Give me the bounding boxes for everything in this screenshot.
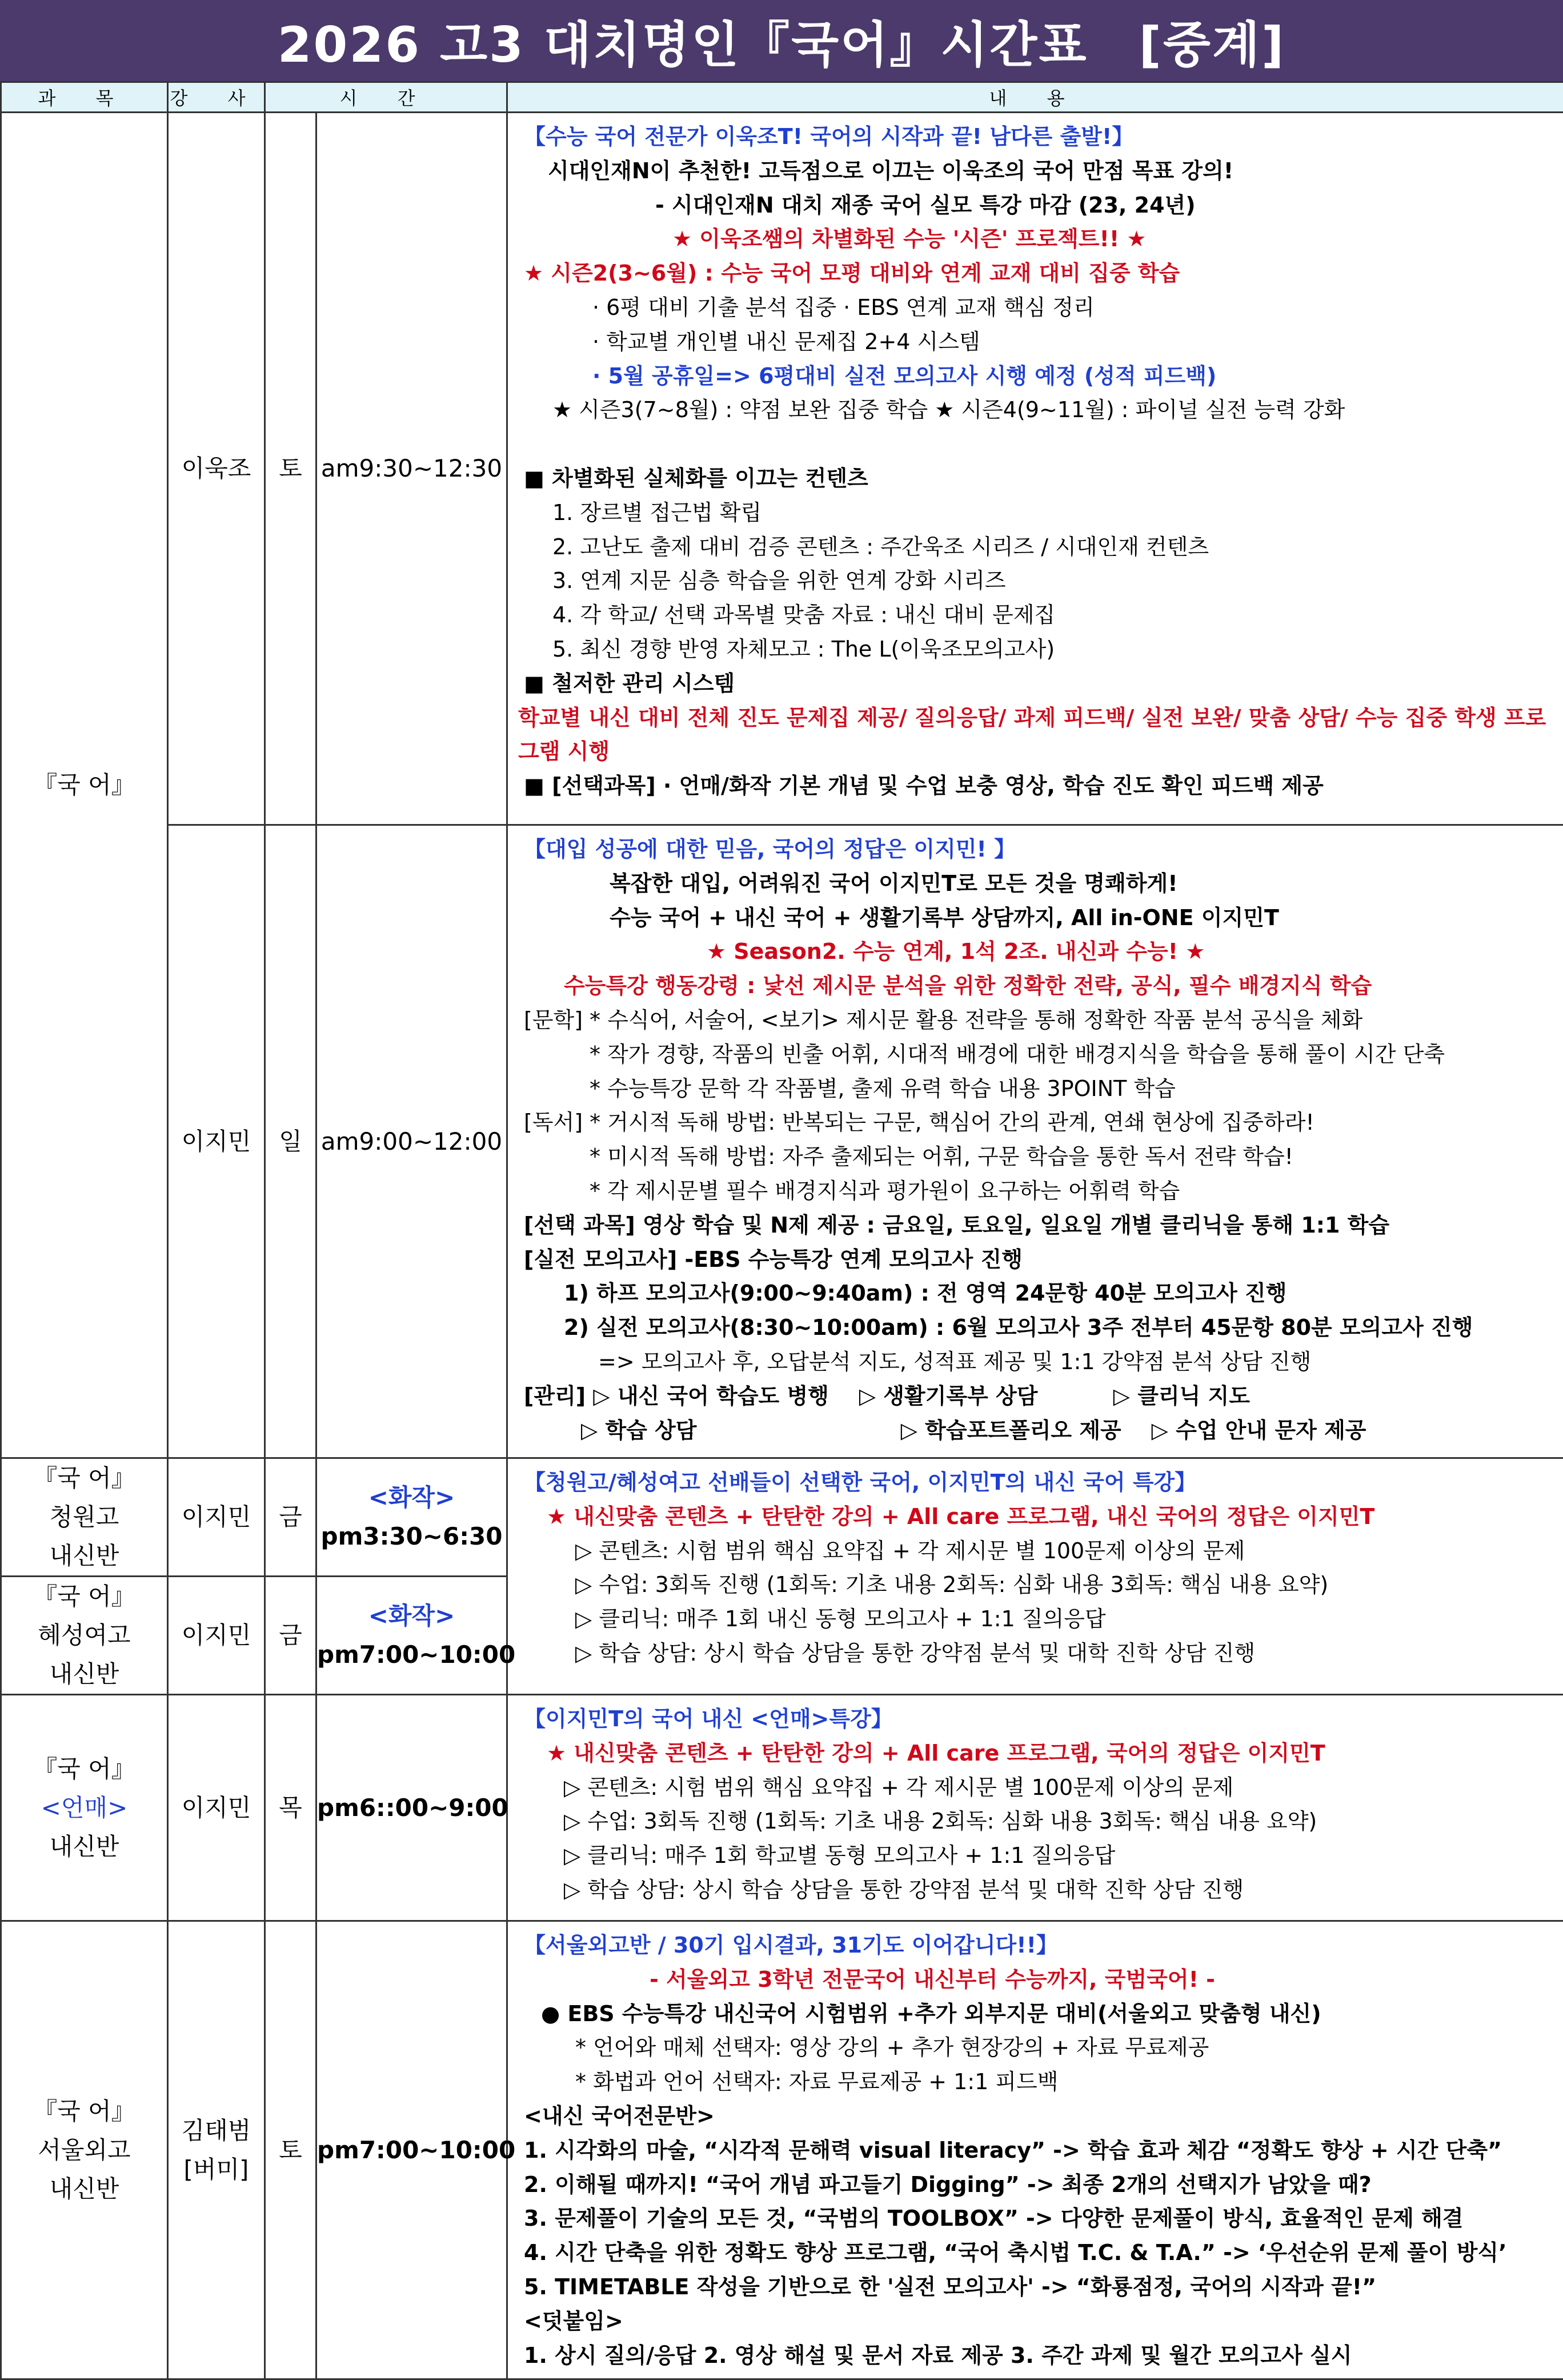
header-time: 시 간	[265, 82, 507, 113]
content-line: 2. 고난도 출제 대비 검증 콘텐츠 : 주간욱조 시리즈 / 시대인재 컨텐츠	[518, 530, 1553, 565]
table-row	[1, 113, 1563, 825]
teacher-cell: 이욱조	[168, 113, 265, 825]
content-line: 수능특강 행동강령 : 낯선 제시문 분석을 위한 정확한 전략, 공식, 필수 배경지식 학습	[518, 969, 1553, 1003]
subject-cell: 『국 어』 혜성여고 내신반	[1, 1577, 168, 1695]
content-line: [실전 모의고사] -EBS 수능특강 연계 모의고사 진행	[518, 1243, 1553, 1277]
time-value: pm3:30~6:30	[317, 1517, 506, 1556]
content-line: ★ Season2. 수능 연계, 1석 2조. 내신과 수능! ★	[518, 935, 1553, 969]
time-tag: <화작>	[317, 1478, 506, 1517]
content-line: ★ 시즌2(3~6월) : 수능 국어 모평 대비와 연계 교재 대비 집중 학습	[518, 257, 1553, 291]
day-cell: 금	[265, 1458, 316, 1577]
content-line: 1) 하프 모의고사(9:00~9:40am) : 전 영역 24문항 40분 모의고사 진행	[518, 1277, 1553, 1311]
table-row	[1, 1921, 1563, 2379]
table-row	[1, 1695, 1563, 1921]
day-cell: 토	[265, 1921, 316, 2379]
content-line: ★ 내신맞춤 콘텐츠 + 탄탄한 강의 + All care 프로그램, 국어의 정답은 이지민T	[518, 1737, 1553, 1771]
subject-cell: 『국 어』 서울외고 내신반	[1, 1921, 168, 2379]
content-line: * 화법과 언어 선택자: 자료 무료제공 + 1:1 피드백	[518, 2065, 1553, 2099]
content-line: [관리] ▷ 내신 국어 학습도 병행 ▷ 생활기록부 상담 ▷ 클리닉 지도	[518, 1379, 1553, 1414]
subject-cell: 『국 어』	[1, 113, 168, 1458]
content-line: - 서울외고 3학년 전문국어 내신부터 수능까지, 국범국어! -	[518, 1963, 1553, 1997]
content-line: ★ 이욱조쌤의 차별화된 수능 '시즌' 프로젝트!! ★	[518, 222, 1553, 257]
time-cell: am9:00~12:00	[316, 825, 507, 1458]
content-line: 5. TIMETABLE 작성을 기반으로 한 '실전 모의고사' -> “화룡점정, 국어의 시작과 끝!”	[518, 2270, 1553, 2305]
subject-cell	[1, 1695, 168, 1921]
teacher-cell: 이지민	[168, 1577, 265, 1695]
subject-line: 내신반	[2, 1827, 167, 1866]
content-line	[518, 427, 1553, 462]
content-line: ■ [선택과목] · 언매/화작 기본 개념 및 수업 보충 영상, 학습 진도 확인 피드백 제공	[518, 769, 1553, 803]
table-row	[1, 825, 1563, 1458]
day-cell: 목	[265, 1695, 316, 1921]
content-line: ▷ 콘텐츠: 시험 범위 핵심 요약집 + 각 제시문 별 100문제 이상의 문제	[518, 1534, 1553, 1569]
teacher-cell: 이지민	[168, 1458, 265, 1577]
content-line: ▷ 학습 상담: 상시 학습 상담을 통한 강약점 분석 및 대학 진학 상담 진행	[518, 1873, 1553, 1907]
content-line: [문학] * 수식어, 서술어, <보기> 제시문 활용 전략을 통해 정확한 작품 분석 공식을 체화	[518, 1003, 1553, 1038]
content-highlight: 학교별 내신 대비 전체 진도 문제집 제공/ 질의응답/ 과제 피드백/ 실전 보완/ 맞춤 상담/ 수능 집중 학생 프로그램 시행	[518, 705, 1546, 765]
content-line: <덧붙임>	[518, 2305, 1553, 2339]
content-line: * 미시적 독해 방법: 자주 출제되는 어휘, 구문 학습을 통한 독서 전략 학습!	[518, 1140, 1553, 1174]
content-line: 수능 국어 + 내신 국어 + 생활기록부 상담까지, All in-ONE 이지민T	[518, 901, 1553, 935]
content-line: · 5월 공휴일=> 6평대비 실전 모의고사 시행 예정 (성적 피드백)	[518, 359, 1553, 394]
time-cell	[316, 1577, 507, 1695]
header-content: 내 용	[507, 82, 1563, 113]
content-line: <내신 국어전문반>	[518, 2099, 1553, 2134]
content-line: · 6평 대비 기출 분석 집중 · EBS 연계 교재 핵심 정리	[518, 291, 1553, 325]
content-line: · 학교별 개인별 내신 문제집 2+4 시스템	[518, 325, 1553, 359]
content-line: 복잡한 대입, 어려워진 국어 이지민T로 모든 것을 명쾌하게!	[518, 867, 1553, 901]
header-subject: 과 목	[1, 82, 168, 113]
content-line: => 모의고사 후, 오답분석 지도, 성적표 제공 및 1:1 강약점 분석 상담 진행	[518, 1345, 1553, 1379]
subject-cell: 『국 어』 청원고 내신반	[1, 1458, 168, 1577]
content-cell	[507, 1458, 1563, 1695]
page-title: 2026 고3 대치명인『국어』시간표 [중계]	[0, 0, 1563, 81]
content-line: ★ 내신맞춤 콘텐츠 + 탄탄한 강의 + All care 프로그램, 내신 국어의 정답은 이지민T	[518, 1500, 1553, 1534]
content-line: - 시대인재N 대치 재종 국어 실모 특강 마감 (23, 24년)	[518, 189, 1553, 223]
content-line: 시대인재N이 추천한! 고득점으로 이끄는 이욱조의 국어 만점 목표 강의!	[518, 154, 1553, 189]
content-cell	[507, 1695, 1563, 1921]
time-cell	[316, 1458, 507, 1577]
content-cell	[507, 113, 1563, 825]
day-cell: 일	[265, 825, 316, 1458]
content-line: ▷ 클리닉: 매주 1회 내신 동형 모의고사 + 1:1 질의응답	[518, 1602, 1553, 1637]
content-line: ▷ 학습 상담 ▷ 학습포트폴리오 제공 ▷ 수업 안내 문자 제공	[518, 1414, 1553, 1448]
content-line: 4. 시간 단축을 위한 정확도 향상 프로그램, “국어 축시법 T.C. & T.A.” -> ‘우선순위 문제 풀이 방식’	[518, 2236, 1553, 2270]
content-line: ● EBS 수능특강 내신국어 시험범위 +추가 외부지문 대비(서울외고 맞춤형 내신)	[518, 1997, 1553, 2031]
time-cell: pm6::00~9:00	[316, 1695, 507, 1921]
content-line: ■ 차별화된 실체화를 이끄는 컨텐츠	[518, 462, 1553, 496]
content-line: * 각 제시문별 필수 배경지식과 평가원이 요구하는 어휘력 학습	[518, 1174, 1553, 1209]
content-line: ▷ 클리닉: 매주 1회 학교별 동형 모의고사 + 1:1 질의응답	[518, 1839, 1553, 1873]
content-line: 1. 상시 질의/응답 2. 영상 해설 및 문서 자료 제공 3. 주간 과제 및 월간 모의고사 실시	[518, 2339, 1553, 2373]
content-line: 【서울외고반 / 30기 입시결과, 31기도 이어갑니다!!】	[518, 1929, 1553, 1963]
time-cell: pm7:00~10:00	[316, 1921, 507, 2379]
content-line: ■ 철저한 관리 시스템	[518, 667, 1553, 701]
content-line: ▷ 수업: 3회독 진행 (1회독: 기초 내용 2회독: 심화 내용 3회독: 핵심 내용 요약)	[518, 1568, 1553, 1602]
time-cell: am9:30~12:30	[316, 113, 507, 825]
schedule-table	[0, 81, 1563, 2380]
content-line: ★ 시즌3(7~8월) : 약점 보완 집중 학습 ★ 시즌4(9~11월) : 파이널 실전 능력 강화	[518, 393, 1553, 427]
content-line: 2. 이해될 때까지! “국어 개념 파고들기 Digging” -> 최종 2개의 선택지가 남았을 때?	[518, 2168, 1553, 2202]
table-row	[1, 1458, 1563, 1577]
day-cell: 금	[265, 1577, 316, 1695]
time-value: pm7:00~10:00	[317, 1635, 506, 1674]
content-line: [독서] * 거시적 독해 방법: 반복되는 구문, 핵심어 간의 관계, 연쇄 현상에 집중하라!	[518, 1106, 1553, 1140]
content-line: 3. 문제풀이 기술의 모든 것, “국범의 TOOLBOX” -> 다양한 문제풀이 방식, 효율적인 문제 해결	[518, 2202, 1553, 2236]
content-line: ▷ 수업: 3회독 진행 (1회독: 기초 내용 2회독: 심화 내용 3회독: 핵심 내용 요약)	[518, 1805, 1553, 1839]
content-line: * 수능특강 문학 각 작품별, 출제 유력 학습 내용 3POINT 학습	[518, 1072, 1553, 1106]
content-line: * 작가 경향, 작품의 빈출 어휘, 시대적 배경에 대한 배경지식을 학습을 통해 풀이 시간 단축	[518, 1038, 1553, 1072]
header-teacher: 강 사	[168, 82, 265, 113]
content-line: 【대입 성공에 대한 믿음, 국어의 정답은 이지민! 】	[518, 833, 1553, 867]
content-line: 1. 장르별 접근법 확립	[518, 496, 1553, 530]
content-line: ▷ 학습 상담: 상시 학습 상담을 통한 강약점 분석 및 대학 진학 상담 진행	[518, 1637, 1553, 1671]
content-cell	[507, 825, 1563, 1458]
subject-tag: <언매>	[2, 1789, 167, 1827]
content-line: 5. 최신 경향 반영 자체모고 : The L(이욱조모의고사)	[518, 633, 1553, 667]
content-line: 【이지민T의 국어 내신 <언매>특강】	[518, 1702, 1553, 1737]
subject-line: 『국 어』	[2, 1750, 167, 1789]
content-cell	[507, 1921, 1563, 2379]
content-line: 3. 연계 지문 심층 학습을 위한 연계 강화 시리즈	[518, 564, 1553, 598]
content-line: ▷ 콘텐츠: 시험 범위 핵심 요약집 + 각 제시문 별 100문제 이상의 문제	[518, 1771, 1553, 1805]
content-line: 2) 실전 모의고사(8:30~10:00am) : 6월 모의고사 3주 전부터 45문항 80분 모의고사 진행	[518, 1311, 1553, 1345]
day-cell: 토	[265, 113, 316, 825]
content-line: 1. 시각화의 마술, “시각적 문해력 visual literacy” -> 학습 효과 체감 “정확도 향상 + 시간 단축”	[518, 2134, 1553, 2168]
content-line	[518, 701, 1553, 770]
content-line: 【수능 국어 전문가 이욱조T! 국어의 시작과 끝! 남다른 출발!】	[518, 120, 1553, 154]
teacher-cell: 이지민	[168, 1695, 265, 1921]
content-line: 4. 각 학교/ 선택 과목별 맞춤 자료 : 내신 대비 문제집	[518, 598, 1553, 633]
teacher-cell: 김태범 [버미]	[168, 1921, 265, 2379]
content-line: 【청원고/혜성여고 선배들이 선택한 국어, 이지민T의 내신 국어 특강】	[518, 1466, 1553, 1500]
content-line: [선택 과목] 영상 학습 및 N제 제공 : 금요일, 토요일, 일요일 개별 클리닉을 통해 1:1 학습	[518, 1209, 1553, 1243]
content-line: * 언어와 매체 선택자: 영상 강의 + 추가 현장강의 + 자료 무료제공	[518, 2031, 1553, 2065]
teacher-cell: 이지민	[168, 825, 265, 1458]
time-tag: <화작>	[317, 1597, 506, 1635]
